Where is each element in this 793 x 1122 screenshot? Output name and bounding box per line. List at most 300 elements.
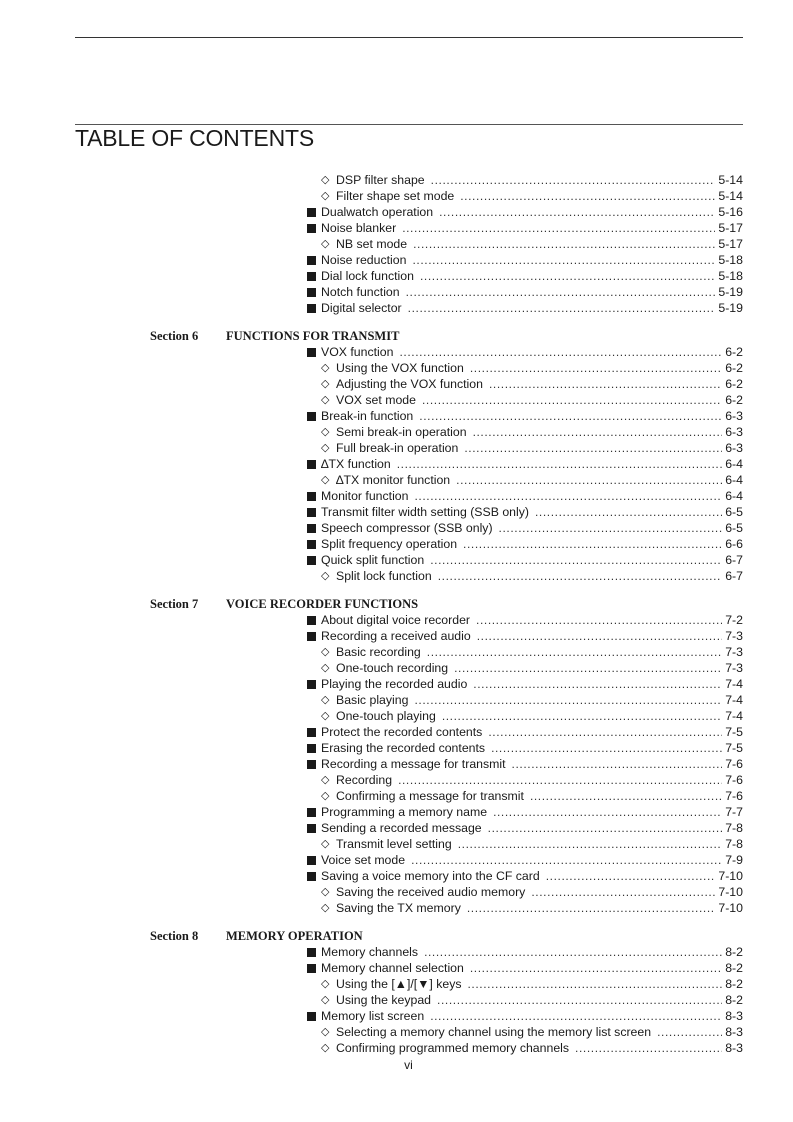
section-title: FUNCTIONS FOR TRANSMIT (226, 329, 400, 343)
diamond-bullet-icon: ◇ (321, 362, 330, 374)
toc-row (0, 788, 793, 804)
toc-entry-page: 7-3 (725, 661, 743, 675)
toc-entry-label: One-touch recording (336, 661, 449, 675)
toc-entry[interactable] (306, 820, 743, 836)
toc-row (0, 188, 793, 204)
dot-leader (415, 488, 723, 504)
dot-leader (431, 172, 716, 188)
toc-row (0, 1040, 793, 1056)
toc-entry-label: Adjusting the VOX function (336, 377, 483, 391)
toc-row (0, 472, 793, 488)
toc-entry-label: Dualwatch operation (321, 205, 434, 219)
toc-subentry[interactable] (321, 660, 743, 676)
dot-leader (546, 868, 716, 884)
page-number: vi (404, 1058, 413, 1072)
toc-entry-label: Erasing the recorded contents (321, 741, 486, 755)
toc-entry-page: 7-8 (725, 821, 743, 835)
diamond-bullet-icon: ◇ (321, 1026, 330, 1038)
toc-entry-page: 7-2 (725, 613, 743, 627)
dot-leader (530, 788, 722, 804)
toc-entry-label: Speech compressor (SSB only) (321, 521, 493, 535)
dot-leader (535, 504, 722, 520)
toc-entry-page: 7-5 (725, 725, 743, 739)
toc-row (0, 724, 793, 740)
toc-entry[interactable] (306, 268, 743, 284)
diamond-bullet-icon: ◇ (321, 394, 330, 406)
toc-entry-page: 6-3 (725, 425, 743, 439)
square-bullet-icon (307, 744, 316, 753)
toc-entry-page: 8-2 (725, 961, 743, 975)
toc-entry[interactable] (306, 520, 743, 536)
toc-row (0, 504, 793, 520)
toc-row (0, 376, 793, 392)
toc-entry[interactable] (306, 676, 743, 692)
toc-row (0, 836, 793, 852)
dot-leader (464, 440, 722, 456)
square-bullet-icon (307, 304, 316, 313)
toc-entry-page: 7-6 (725, 789, 743, 803)
toc-row (0, 252, 793, 268)
toc-entry[interactable] (306, 488, 743, 504)
square-bullet-icon (307, 1012, 316, 1021)
toc-subentry[interactable] (321, 236, 743, 252)
toc-entry-page: 6-3 (725, 409, 743, 423)
table-of-contents (0, 172, 793, 1056)
toc-entry[interactable] (306, 456, 743, 472)
square-bullet-icon (307, 824, 316, 833)
dot-leader (491, 740, 722, 756)
diamond-bullet-icon: ◇ (321, 886, 330, 898)
dot-leader (499, 520, 723, 536)
diamond-bullet-icon: ◇ (321, 426, 330, 438)
toc-entry-label: Recording (336, 773, 393, 787)
dot-leader (430, 1008, 722, 1024)
dot-leader (473, 424, 723, 440)
square-bullet-icon (307, 412, 316, 421)
toc-row (0, 344, 793, 360)
toc-entry-page: 6-7 (725, 569, 743, 583)
toc-subentry[interactable] (321, 568, 743, 584)
toc-subentry[interactable] (321, 644, 743, 660)
dot-leader (406, 284, 716, 300)
toc-row (0, 536, 793, 552)
page-title: TABLE OF CONTENTS (75, 125, 314, 151)
toc-row (0, 424, 793, 440)
toc-entry-page: 7-9 (725, 853, 743, 867)
toc-row (0, 408, 793, 424)
dot-leader (488, 724, 722, 740)
square-bullet-icon (307, 728, 316, 737)
toc-row (0, 628, 793, 644)
square-bullet-icon (307, 856, 316, 865)
toc-row (0, 756, 793, 772)
dot-leader (460, 188, 715, 204)
toc-row (0, 804, 793, 820)
toc-entry-label: Saving the received audio memory (336, 885, 526, 899)
diamond-bullet-icon: ◇ (321, 570, 330, 582)
dot-leader (420, 268, 715, 284)
toc-entry[interactable] (306, 612, 743, 628)
toc-row (0, 392, 793, 408)
section-number: Section 7 (150, 597, 199, 611)
toc-row (0, 236, 793, 252)
section-heading (0, 928, 793, 944)
toc-subentry[interactable] (321, 360, 743, 376)
toc-subentry[interactable] (321, 440, 743, 456)
dot-leader (424, 944, 722, 960)
toc-entry-label: Full break-in operation (336, 441, 459, 455)
toc-entry-page: 5-17 (718, 221, 743, 235)
dot-leader (657, 1024, 722, 1040)
toc-entry-page: 7-10 (718, 901, 743, 915)
toc-subentry[interactable] (321, 708, 743, 724)
toc-subentry[interactable] (321, 992, 743, 1008)
toc-entry-page: 6-6 (725, 537, 743, 551)
toc-row (0, 644, 793, 660)
toc-entry-page: 8-3 (725, 1025, 743, 1039)
toc-entry[interactable] (306, 408, 743, 424)
square-bullet-icon (307, 680, 316, 689)
diamond-bullet-icon: ◇ (321, 978, 330, 990)
square-bullet-icon (307, 872, 316, 881)
toc-subentry[interactable] (321, 172, 743, 188)
toc-entry-label: Confirming a message for transmit (336, 789, 524, 803)
toc-row (0, 884, 793, 900)
square-bullet-icon (307, 208, 316, 217)
diamond-bullet-icon: ◇ (321, 710, 330, 722)
toc-entry-page: 5-18 (718, 253, 743, 267)
dot-leader (412, 252, 715, 268)
toc-subentry[interactable] (321, 472, 743, 488)
toc-entry-page: 6-2 (725, 345, 743, 359)
diamond-bullet-icon: ◇ (321, 238, 330, 250)
diamond-bullet-icon: ◇ (321, 790, 330, 802)
square-bullet-icon (307, 616, 316, 625)
dot-leader (512, 756, 723, 772)
toc-subentry[interactable] (321, 1024, 743, 1040)
toc-entry-page: 7-4 (725, 677, 743, 691)
toc-entry-page: 6-2 (725, 361, 743, 375)
toc-entry[interactable] (306, 740, 743, 756)
toc-entry-label: NB set mode (336, 237, 408, 251)
toc-row (0, 172, 793, 188)
toc-entry-page: 7-6 (725, 773, 743, 787)
square-bullet-icon (307, 760, 316, 769)
toc-entry-label: Memory list screen (321, 1009, 425, 1023)
dot-leader (454, 660, 722, 676)
toc-entry-label: Monitor function (321, 489, 409, 503)
dot-leader (473, 676, 722, 692)
toc-row (0, 488, 793, 504)
toc-entry-label: VOX function (321, 345, 394, 359)
toc-entry-label: Basic playing (336, 693, 409, 707)
dot-leader (489, 376, 722, 392)
toc-entry-label: Basic recording (336, 645, 421, 659)
toc-subentry[interactable] (321, 976, 743, 992)
section-title: VOICE RECORDER FUNCTIONS (226, 597, 419, 611)
toc-entry-label: Filter shape set mode (336, 189, 455, 203)
toc-row (0, 976, 793, 992)
dot-leader (438, 568, 723, 584)
toc-entry-page: 6-7 (725, 553, 743, 567)
toc-row (0, 944, 793, 960)
dot-leader (477, 628, 723, 644)
toc-subentry[interactable] (321, 392, 743, 408)
dot-leader (419, 408, 722, 424)
dot-leader (575, 1040, 722, 1056)
toc-subentry[interactable] (321, 836, 743, 852)
toc-entry-label: DSP filter shape (336, 173, 425, 187)
toc-row (0, 568, 793, 584)
square-bullet-icon (307, 508, 316, 517)
dot-leader (468, 976, 723, 992)
dot-leader (531, 884, 715, 900)
toc-entry-label: Memory channels (321, 945, 419, 959)
toc-entry-page: 5-16 (718, 205, 743, 219)
dot-leader (402, 220, 715, 236)
toc-entry[interactable] (306, 300, 743, 316)
dot-leader (411, 852, 722, 868)
toc-row (0, 268, 793, 284)
square-bullet-icon (307, 948, 316, 957)
toc-entry-label: Noise blanker (321, 221, 397, 235)
square-bullet-icon (307, 272, 316, 281)
dot-leader (458, 836, 722, 852)
toc-entry-label: About digital voice recorder (321, 613, 471, 627)
diamond-bullet-icon: ◇ (321, 662, 330, 674)
toc-subentry[interactable] (321, 188, 743, 204)
dot-leader (430, 552, 722, 568)
dot-leader (470, 960, 722, 976)
dot-leader (463, 536, 722, 552)
section-number: Section 6 (150, 329, 199, 343)
toc-entry-page: 7-10 (718, 869, 743, 883)
toc-row (0, 612, 793, 628)
dot-leader (439, 204, 715, 220)
toc-entry[interactable] (306, 344, 743, 360)
toc-row (0, 772, 793, 788)
toc-entry-label: One-touch playing (336, 709, 436, 723)
toc-subentry[interactable] (321, 692, 743, 708)
toc-entry-page: 7-3 (725, 645, 743, 659)
dot-leader (414, 692, 722, 708)
toc-entry-page: 7-6 (725, 757, 743, 771)
toc-row (0, 660, 793, 676)
toc-entry-page: 5-18 (718, 269, 743, 283)
toc-entry-label: ∆TX monitor function (336, 473, 451, 487)
toc-row (0, 204, 793, 220)
toc-entry[interactable] (306, 960, 743, 976)
toc-entry[interactable] (306, 1008, 743, 1024)
toc-entry-label: Sending a recorded message (321, 821, 482, 835)
toc-entry[interactable] (306, 536, 743, 552)
toc-row (0, 992, 793, 1008)
toc-entry-page: 6-4 (725, 457, 743, 471)
toc-subentry[interactable] (321, 884, 743, 900)
toc-entry-label: Semi break-in operation (336, 425, 467, 439)
diamond-bullet-icon: ◇ (321, 442, 330, 454)
diamond-bullet-icon: ◇ (321, 174, 330, 186)
toc-entry[interactable] (306, 756, 743, 772)
section-title: MEMORY OPERATION (226, 929, 363, 943)
toc-entry-label: Memory channel selection (321, 961, 464, 975)
dot-leader (413, 236, 715, 252)
toc-entry-page: 7-4 (725, 709, 743, 723)
toc-entry-label: Saving a voice memory into the CF card (321, 869, 540, 883)
toc-entry-page: 6-4 (725, 489, 743, 503)
toc-entry-label: Transmit filter width setting (SSB only) (321, 505, 529, 519)
toc-entry[interactable] (306, 504, 743, 520)
toc-entry[interactable] (306, 284, 743, 300)
toc-row (0, 692, 793, 708)
toc-row (0, 1008, 793, 1024)
toc-entry-label: Confirming programmed memory channels (336, 1041, 570, 1055)
square-bullet-icon (307, 808, 316, 817)
toc-entry-page: 7-10 (718, 885, 743, 899)
square-bullet-icon (307, 492, 316, 501)
toc-subentry[interactable] (321, 788, 743, 804)
diamond-bullet-icon: ◇ (321, 838, 330, 850)
toc-entry-label: Split frequency operation (321, 537, 458, 551)
toc-row (0, 440, 793, 456)
toc-entry-page: 8-2 (725, 945, 743, 959)
dot-leader (476, 612, 722, 628)
toc-row (0, 456, 793, 472)
toc-entry-label: Split lock function (336, 569, 432, 583)
diamond-bullet-icon: ◇ (321, 694, 330, 706)
toc-subentry[interactable] (321, 376, 743, 392)
toc-entry-label: Saving the TX memory (336, 901, 461, 915)
toc-entry-label: Notch function (321, 285, 400, 299)
toc-entry-label: Dial lock function (321, 269, 414, 283)
diamond-bullet-icon: ◇ (321, 774, 330, 786)
toc-entry[interactable] (306, 804, 743, 820)
toc-entry-label: Using the VOX function (336, 361, 464, 375)
toc-entry-label: Playing the recorded audio (321, 677, 468, 691)
toc-entry-page: 6-5 (725, 521, 743, 535)
toc-entry[interactable] (306, 852, 743, 868)
toc-entry[interactable] (306, 868, 743, 884)
dot-leader (408, 300, 716, 316)
square-bullet-icon (307, 964, 316, 973)
toc-entry-page: 6-2 (725, 377, 743, 391)
square-bullet-icon (307, 256, 316, 265)
toc-row (0, 300, 793, 316)
toc-row (0, 284, 793, 300)
toc-row (0, 868, 793, 884)
section-heading (0, 328, 793, 344)
toc-entry-page: 6-3 (725, 441, 743, 455)
toc-entry[interactable] (306, 944, 743, 960)
dot-leader (488, 820, 723, 836)
square-bullet-icon (307, 632, 316, 641)
toc-entry-label: Programming a memory name (321, 805, 488, 819)
toc-row (0, 520, 793, 536)
diamond-bullet-icon: ◇ (321, 646, 330, 658)
diamond-bullet-icon: ◇ (321, 378, 330, 390)
dot-leader (427, 644, 722, 660)
toc-entry[interactable] (306, 724, 743, 740)
toc-entry-page: 8-2 (725, 993, 743, 1007)
toc-row (0, 676, 793, 692)
toc-entry-page: 5-19 (718, 285, 743, 299)
toc-subentry[interactable] (321, 1040, 743, 1056)
toc-entry-label: Quick split function (321, 553, 425, 567)
toc-entry[interactable] (306, 628, 743, 644)
toc-entry[interactable] (306, 204, 743, 220)
toc-entry-page: 6-2 (725, 393, 743, 407)
toc-row (0, 1024, 793, 1040)
toc-entry-label: Break-in function (321, 409, 414, 423)
section-number: Section 8 (150, 929, 199, 943)
toc-entry-label: Recording a message for transmit (321, 757, 506, 771)
toc-entry-label: Using the keypad (336, 993, 432, 1007)
toc-entry-page: 5-14 (718, 173, 743, 187)
toc-entry-label: Using the [▲]/[▼] keys (336, 977, 462, 991)
toc-entry-page: 5-19 (718, 301, 743, 315)
toc-entry-label: Digital selector (321, 301, 402, 315)
toc-row (0, 960, 793, 976)
dot-leader (493, 804, 722, 820)
toc-entry-page: 8-2 (725, 977, 743, 991)
toc-entry-page: 8-3 (725, 1041, 743, 1055)
dot-leader (437, 992, 722, 1008)
toc-entry[interactable] (306, 220, 743, 236)
square-bullet-icon (307, 460, 316, 469)
toc-row (0, 820, 793, 836)
toc-subentry[interactable] (321, 772, 743, 788)
toc-entry-label: Voice set mode (321, 853, 406, 867)
toc-entry-label: Recording a received audio (321, 629, 471, 643)
toc-row (0, 852, 793, 868)
dot-leader (397, 456, 722, 472)
toc-row (0, 220, 793, 236)
dot-leader (470, 360, 722, 376)
toc-entry-page: 7-7 (725, 805, 743, 819)
toc-entry-label: Protect the recorded contents (321, 725, 483, 739)
square-bullet-icon (307, 556, 316, 565)
header-rule (75, 37, 743, 38)
diamond-bullet-icon: ◇ (321, 902, 330, 914)
dot-leader (442, 708, 722, 724)
diamond-bullet-icon: ◇ (321, 994, 330, 1006)
dot-leader (422, 392, 722, 408)
toc-entry[interactable] (306, 252, 743, 268)
toc-entry-page: 7-5 (725, 741, 743, 755)
square-bullet-icon (307, 348, 316, 357)
toc-subentry[interactable] (321, 424, 743, 440)
toc-entry-page: 5-17 (718, 237, 743, 251)
toc-entry-page: 5-14 (718, 189, 743, 203)
toc-entry-page: 7-8 (725, 837, 743, 851)
toc-entry-page: 6-4 (725, 473, 743, 487)
toc-entry[interactable] (306, 552, 743, 568)
toc-entry-label: ∆TX function (321, 457, 391, 471)
diamond-bullet-icon: ◇ (321, 190, 330, 202)
toc-row (0, 360, 793, 376)
toc-entry-label: Transmit level setting (336, 837, 452, 851)
toc-row (0, 900, 793, 916)
diamond-bullet-icon: ◇ (321, 474, 330, 486)
toc-subentry[interactable] (321, 900, 743, 916)
square-bullet-icon (307, 540, 316, 549)
dot-leader (399, 344, 722, 360)
dot-leader (467, 900, 716, 916)
dot-leader (398, 772, 722, 788)
toc-row (0, 740, 793, 756)
toc-entry-page: 6-5 (725, 505, 743, 519)
dot-leader (456, 472, 722, 488)
